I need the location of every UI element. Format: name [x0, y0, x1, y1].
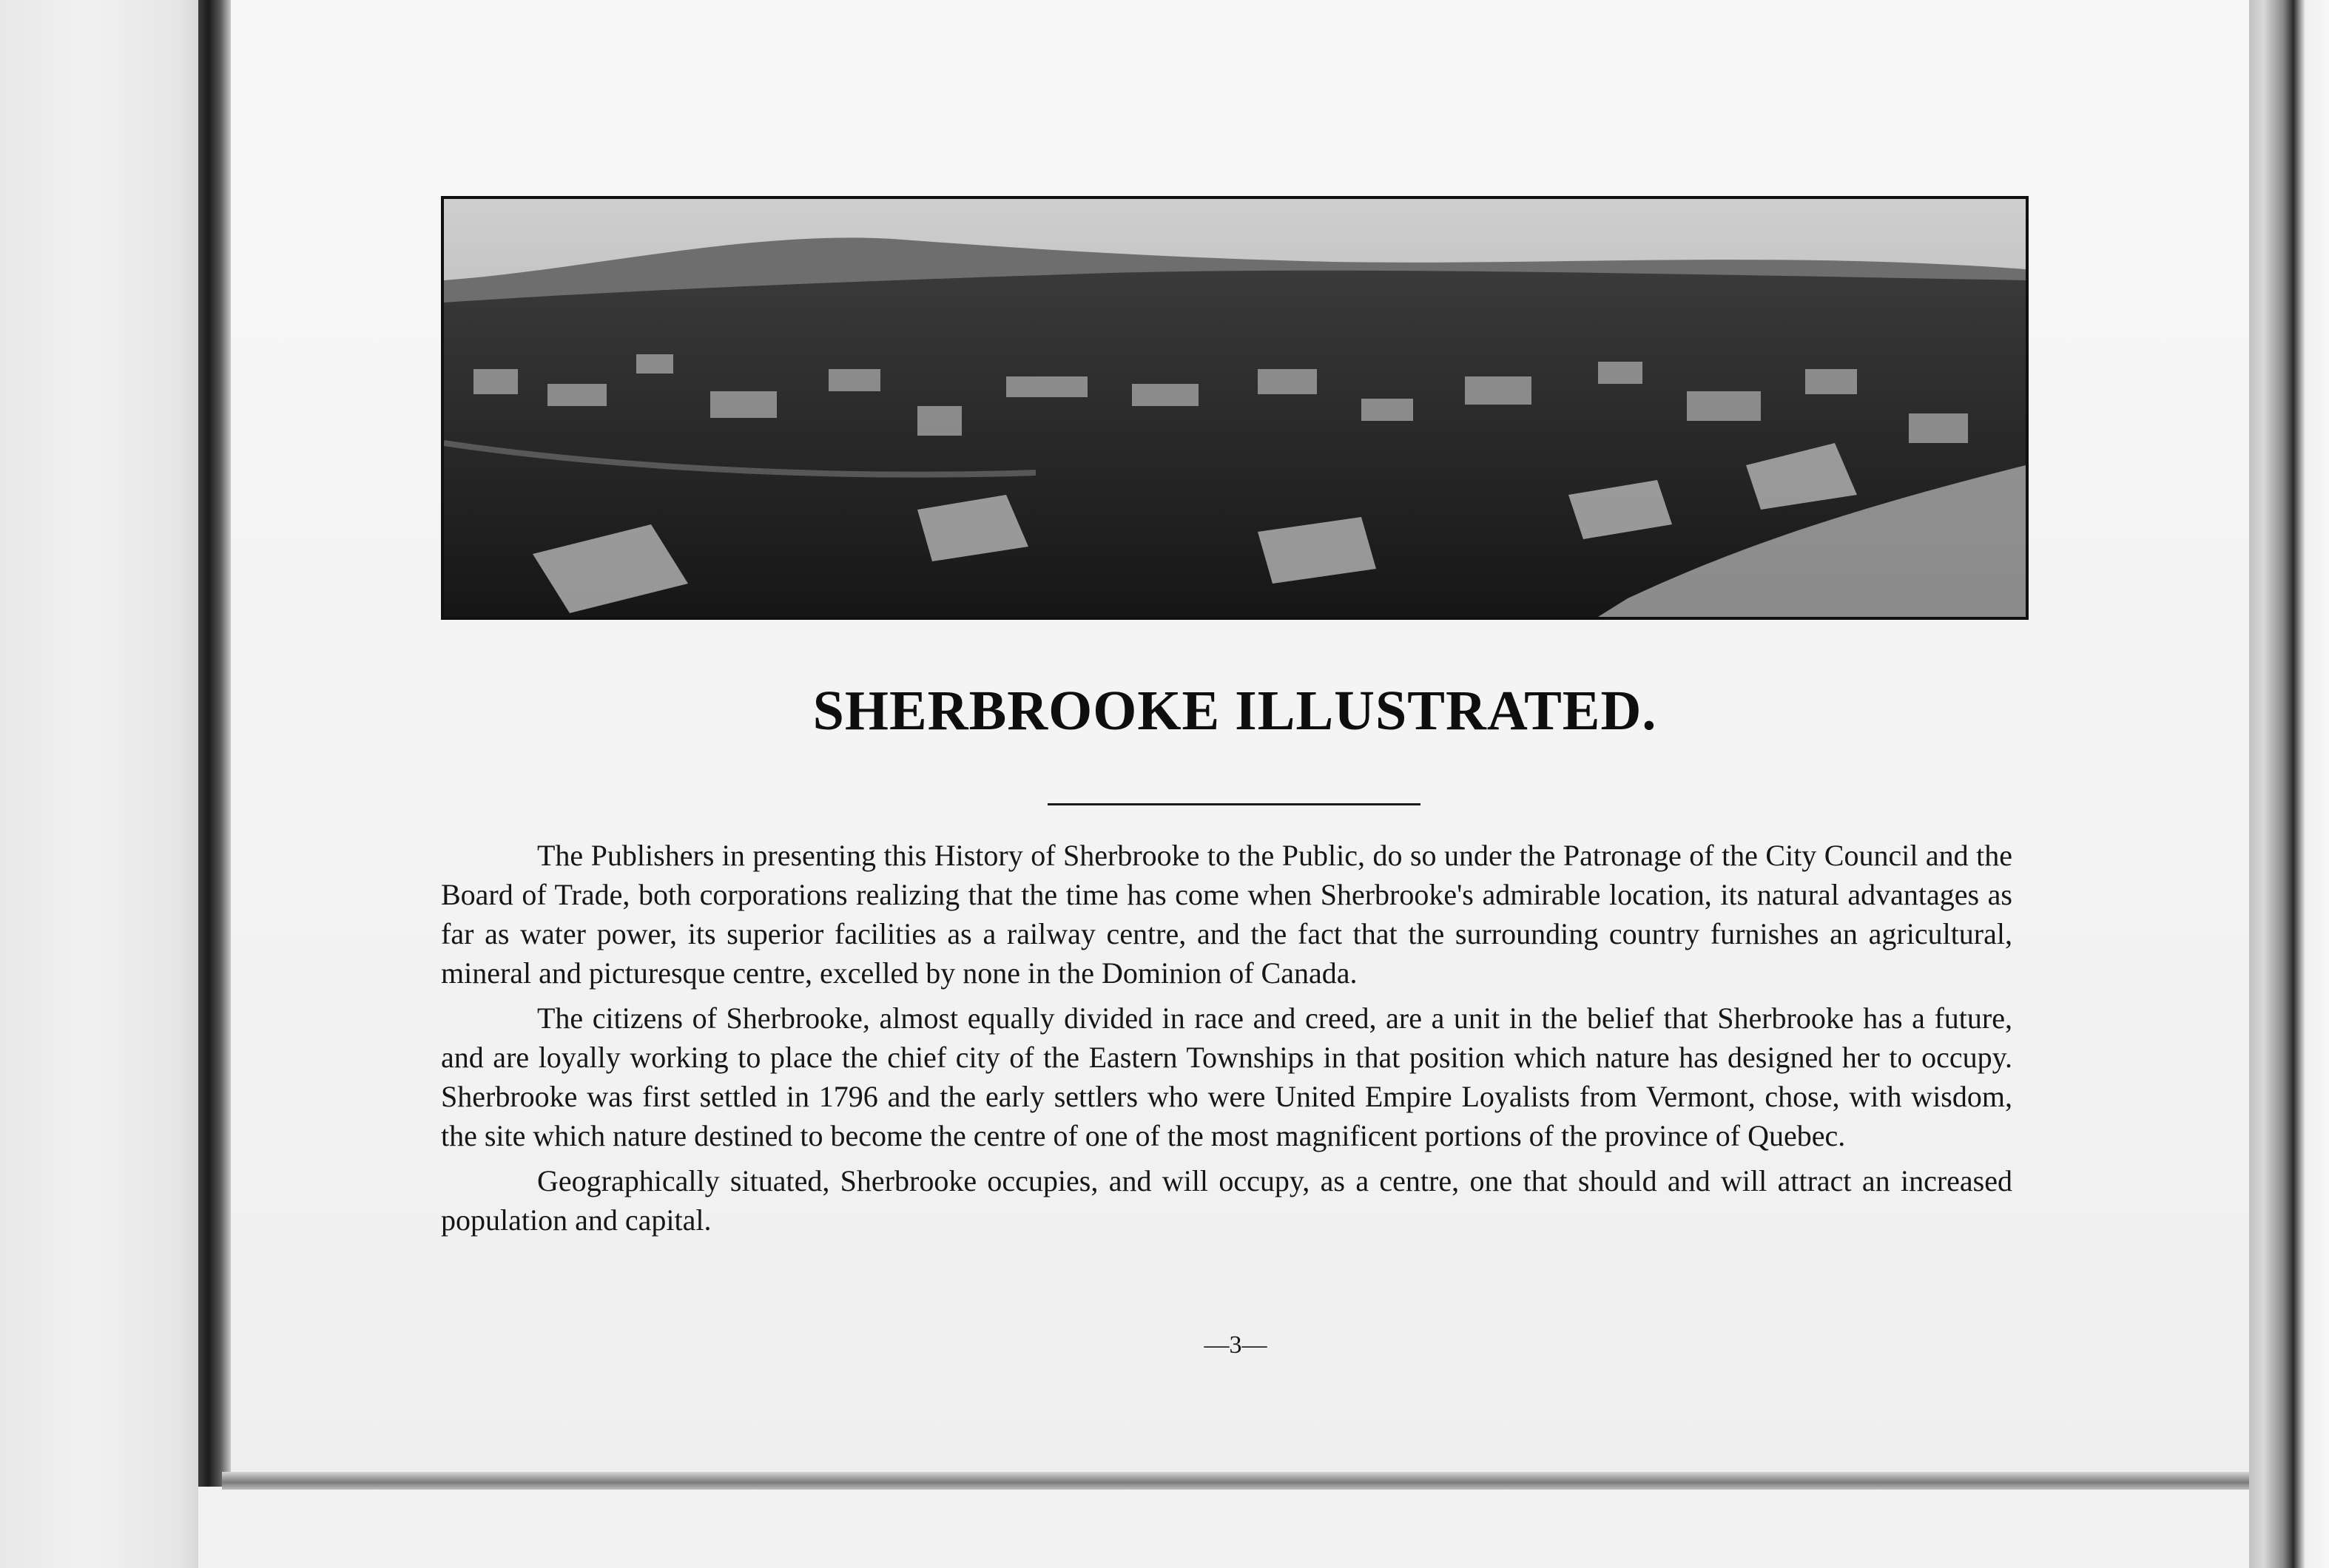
city-panorama-photo — [441, 196, 2029, 620]
left-page — [0, 0, 198, 1568]
body-text — [441, 836, 2012, 1246]
page-number: —3— — [1204, 1331, 1267, 1359]
page-right-edge — [2249, 0, 2329, 1568]
title-divider — [1048, 803, 1420, 805]
paragraph: Geographically situated, Sherbrooke occupies, and will occupy, as a centre, one that should and will attract an increased population and capital. — [441, 1164, 2012, 1237]
page-bottom-edge — [222, 1472, 2286, 1490]
book-gutter — [198, 0, 231, 1487]
panorama-illustration — [444, 199, 2026, 617]
paragraph: The citizens of Sherbrooke, almost equally divided in race and creed, are a unit in the belief that Sherbrooke has a future, and are loyally working to place the chief city of the Eastern Townships in that position which nature has designed her to occupy. Sherbrooke was first settled in 1796 and the early settlers who were United Empire Loyalists from Vermont, chose, with wisdom, the site which nature destined to become the centre of one of the most magnificent portions of the province of Quebec. — [441, 1001, 2012, 1152]
page-title: SHERBROOKE ILLUSTRATED. — [812, 680, 1657, 742]
paragraph: The Publishers in presenting this History of Sherbrooke to the Public, do so under the Patronage of the City Council and the Board of Trade, both corporations realizing that the time has come when Sherbrooke's admirable location, its natural advantages as far as water power, its superior facilities as a railway centre, and the fact that the surrounding country furnishes an agricultural, mineral and picturesque centre, excelled by none in the Dominion of Canada. — [441, 839, 2012, 990]
